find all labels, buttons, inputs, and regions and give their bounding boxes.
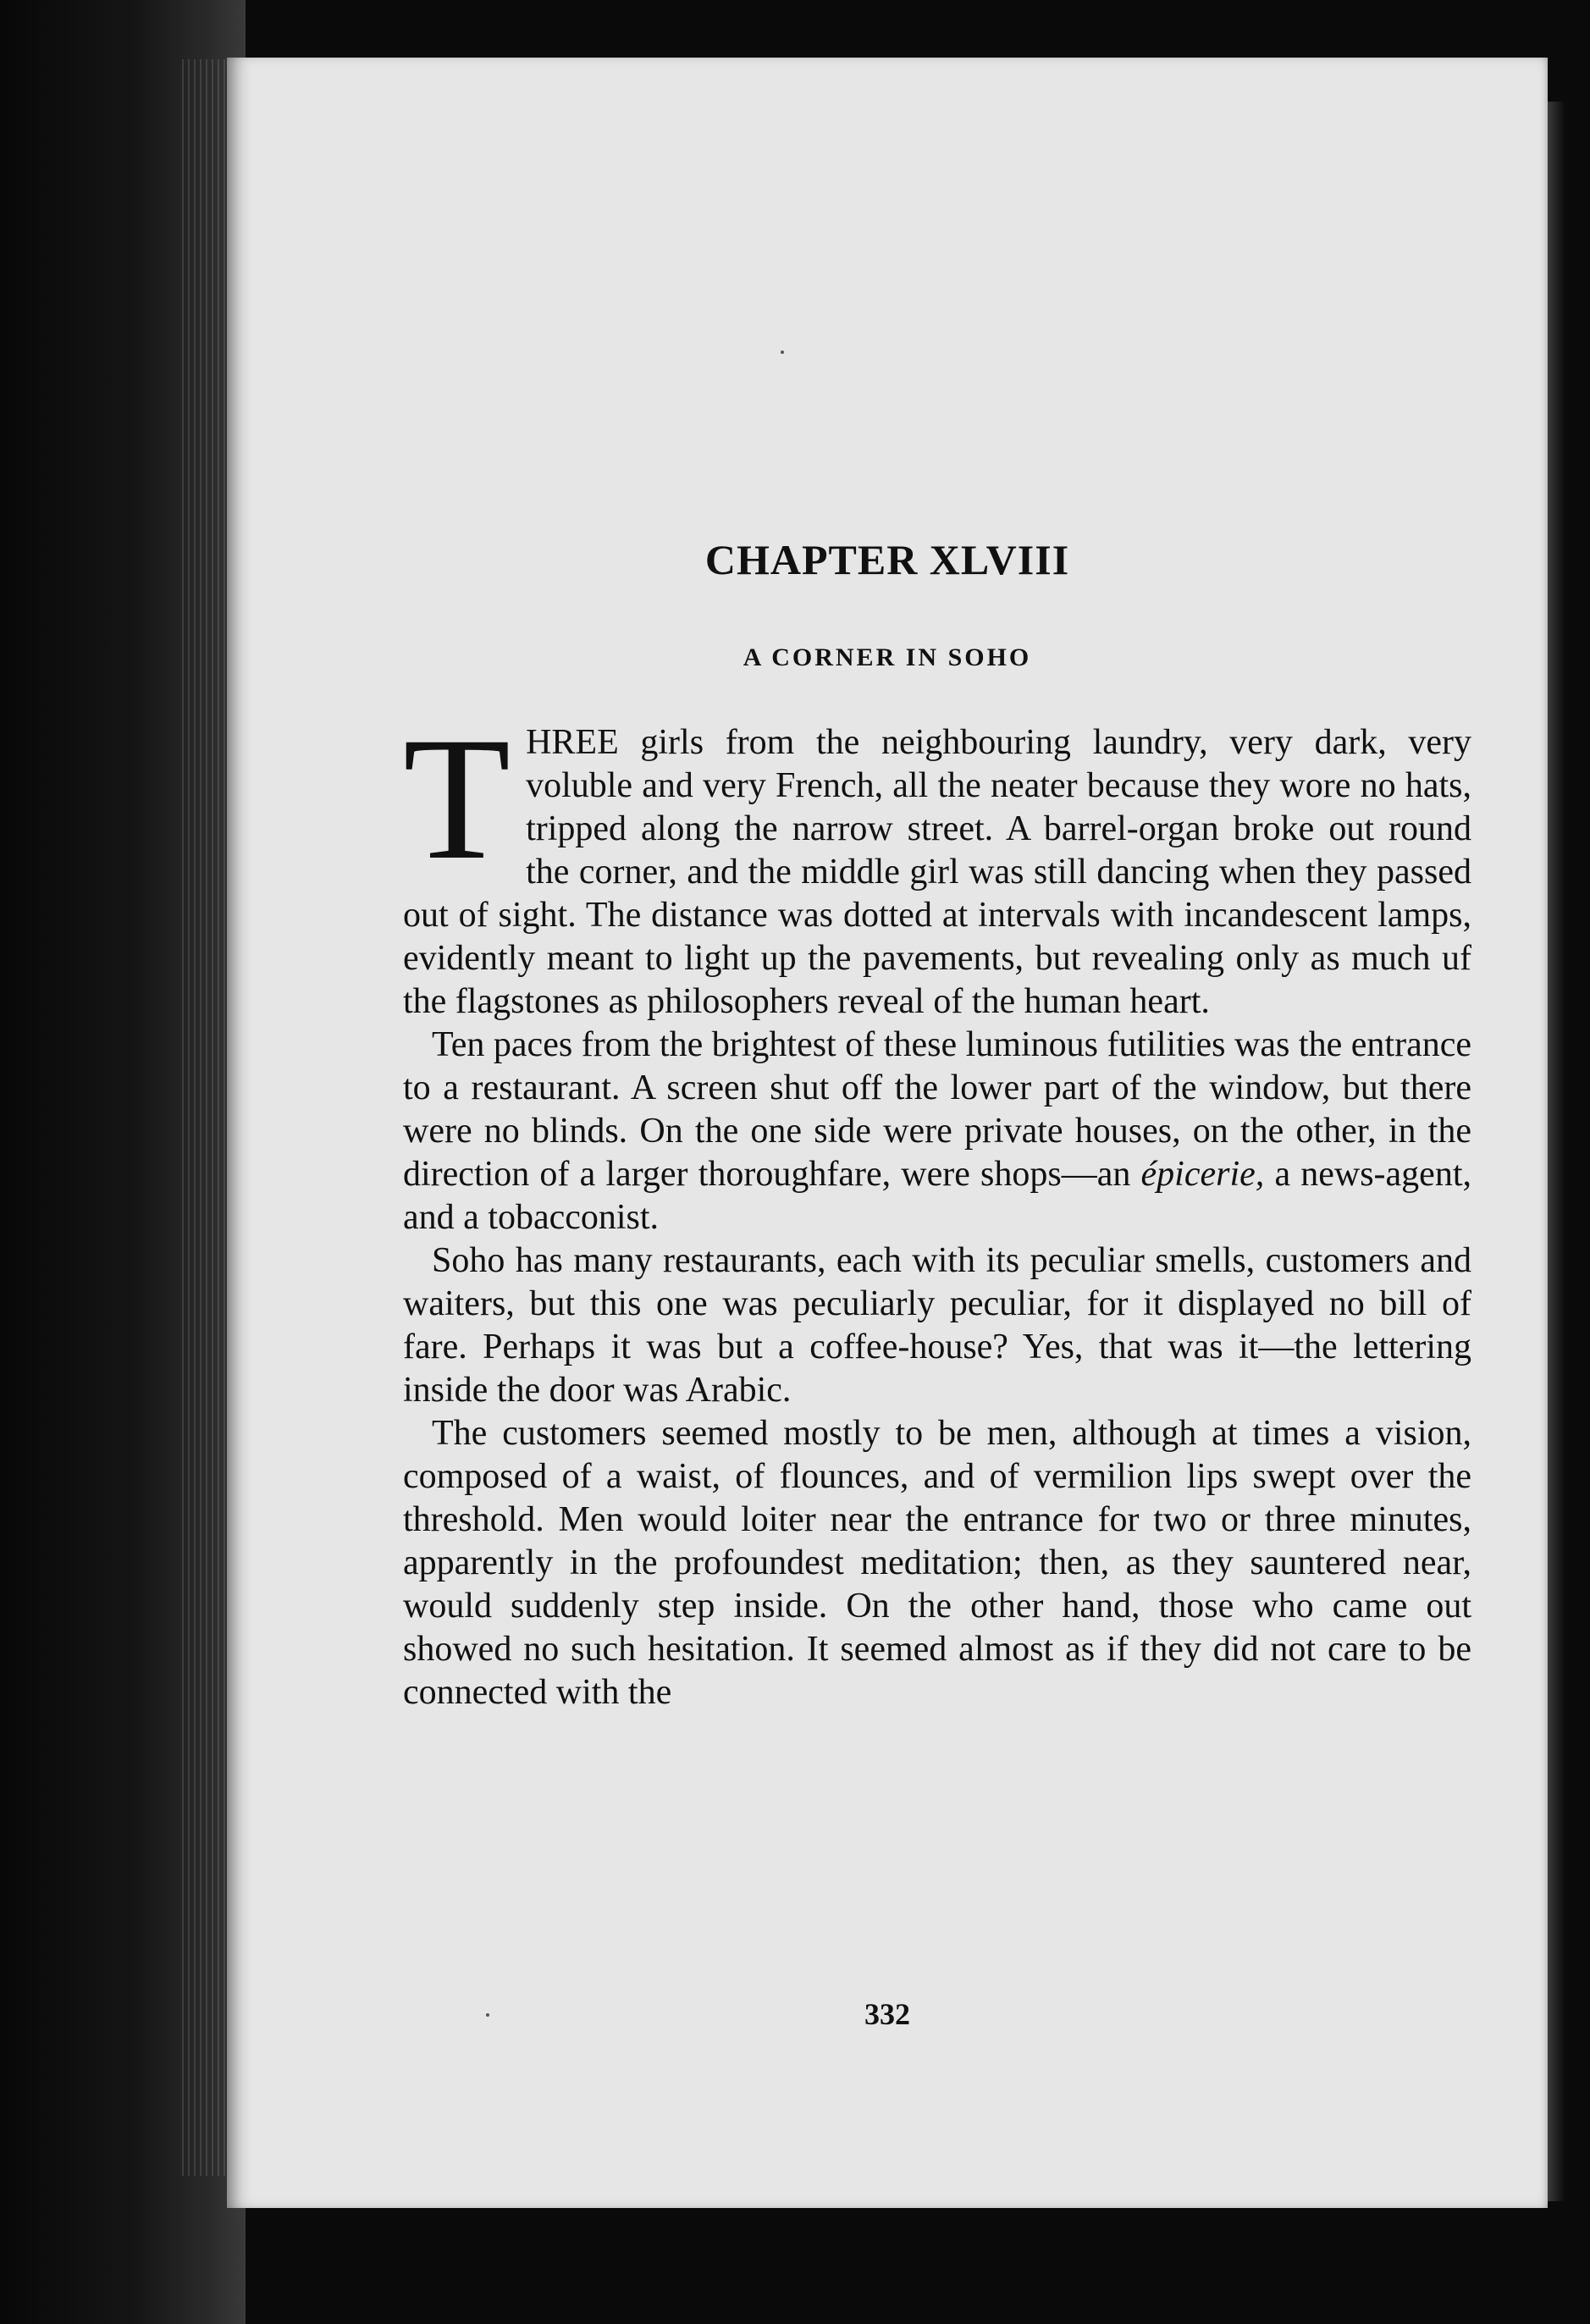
paragraph-4: The customers seemed mostly to be men, although at times a vision, composed of a waist, of flounces, and of vermilion lips swept over the threshold. Men would loiter near the entrance for two or three minutes, apparently in the profoundest meditation; then, as they sauntered near, would suddenly step inside. On the other hand, those who came out showed no such hesitation. It seemed almost as if they did not care to be connected with the [403,1414,1471,1712]
paragraph-2-italic-word: épicerie, [1140,1155,1265,1194]
paragraph-1-text-d: u [1441,939,1460,978]
paragraph-3: Soho has many restaurants, each with its peculiar smells, customers and waiters, but this one was peculiarly peculiar, for it displayed no bill of fare. Perhaps it was but a coffee-house? Yes, that was it—the lettering inside the door was Arabic. [403,1241,1471,1410]
chapter-body [403,701,1471,1714]
chapter-subheading: A CORNER IN SOHO [743,643,1032,671]
drop-cap-letter: T [403,701,511,896]
paragraph-1-text-e: f the flagstones as philosophers reveal of the human heart. [403,939,1471,1021]
chapter-heading: CHAPTER XLVIII [704,536,1070,583]
paragraph-1 [403,701,1471,1024]
paragraph-2 [403,1024,1471,1239]
paragraph-1-text-b: a [590,939,606,978]
paragraph-1-text-c: nt to light up the pavements, but revealing only as much [605,939,1442,978]
page-number: 332 [864,1997,910,2031]
scan-speck [781,351,784,354]
paragraph-2-text-a: Ten paces from the brightest of these luminous futilities was the entrance to a restaurant. A screen shut off the lower part of the window, but there were no blinds. On the one side were private houses, on the other, in the direction of a larger thoroughfare, were shops—an [403,1025,1471,1194]
paragraph-2-text-b: a news-agent, and a tobacconist. [403,1155,1471,1237]
right-page-edge [1548,102,1565,2201]
paragraph-1-text-a: HREE girls from the neighbouring laundry, very dark, very voluble and very French, all the neater because they wore no hats, tripped along the narrow street. A barrel-organ broke out round the corner, and the middle girl was still dancing when they passed out of sight. The distance was dotted at intervals with incandescent lamps, evidently me [403,723,1471,978]
